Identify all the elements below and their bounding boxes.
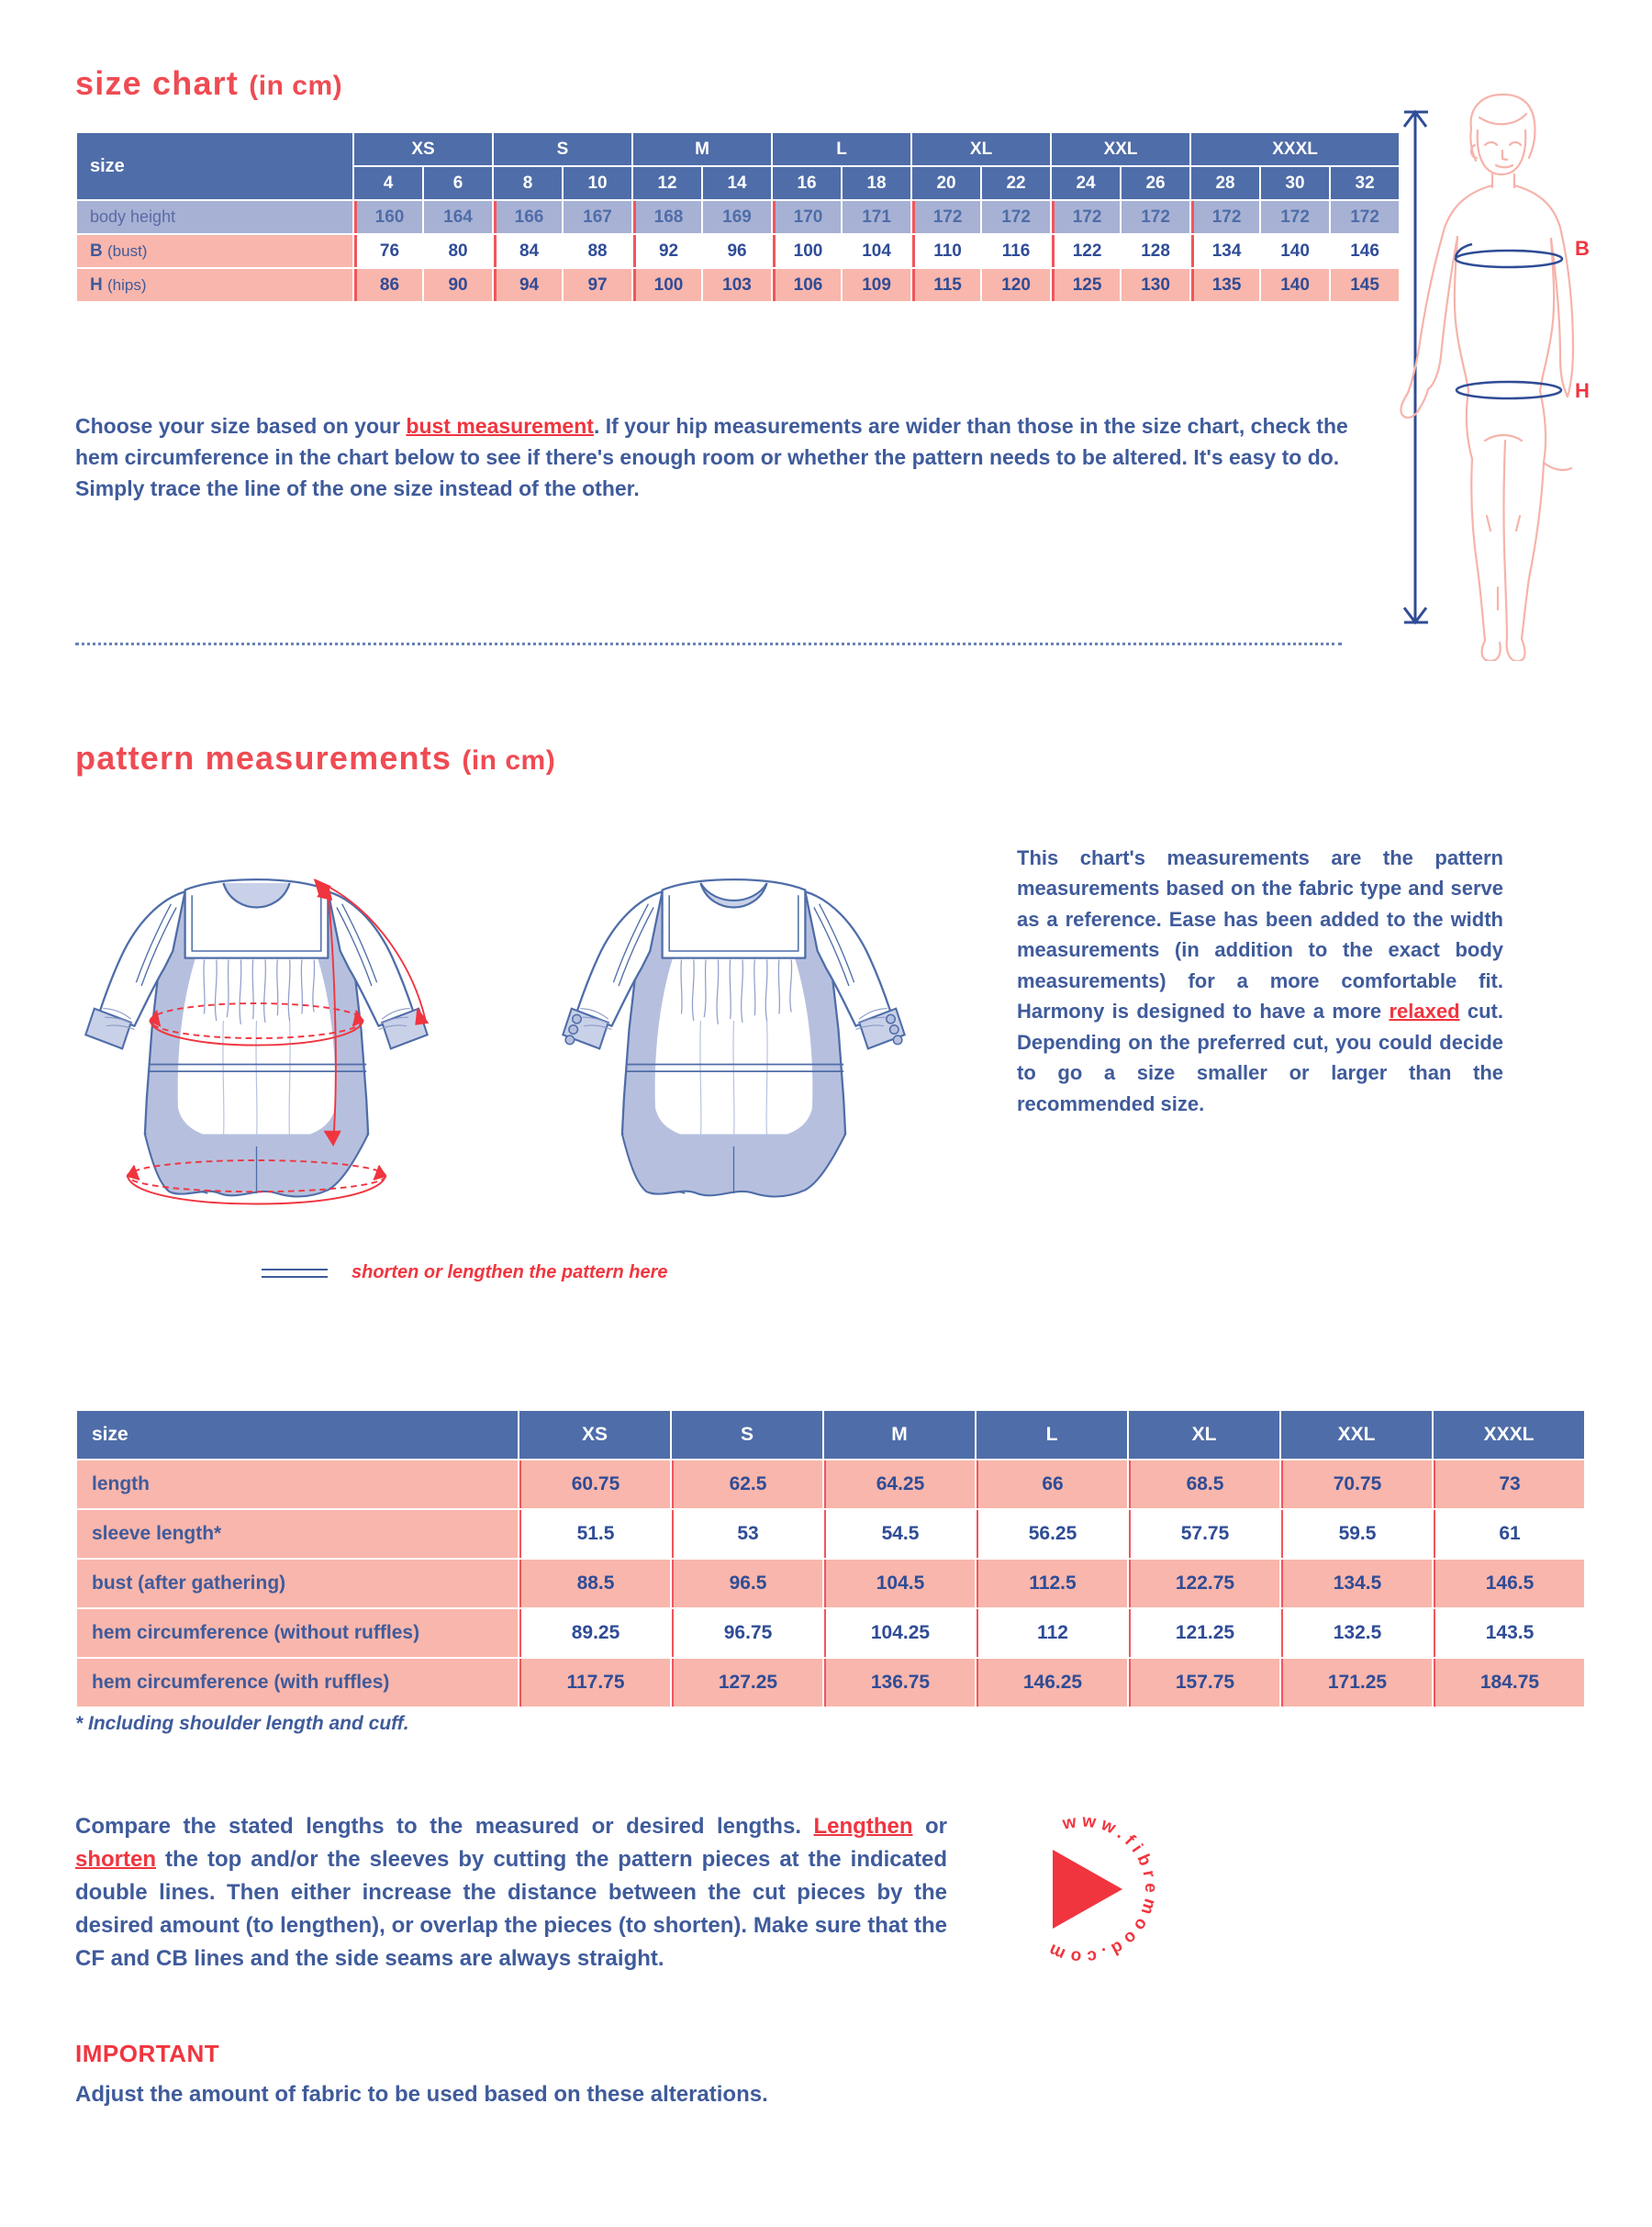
alteration-instructions bbox=[75, 1810, 947, 1975]
pm-cell: 56.25 bbox=[977, 1510, 1127, 1558]
numeric-size-10: 10 bbox=[564, 167, 631, 199]
cell: 134 bbox=[1191, 235, 1259, 267]
alteration-text-1: Compare the stated lengths to the measured or desired lengths. bbox=[75, 1814, 814, 1839]
size-group-s: S bbox=[494, 133, 631, 165]
alteration-text-2: the top and/or the sleeves by cutting the pattern pieces at the indicated double lines. Then either increase the distance between the cut pieces by the desired amount (to lengthen), or overlap the pieces (to shorten). Make sure that the CF and CB lines and the side seams are always straight. bbox=[75, 1847, 947, 1971]
pm-cell: 112 bbox=[977, 1609, 1127, 1657]
pm-row-label: hem circumference (without ruffles) bbox=[77, 1609, 518, 1657]
intro-text-2: cut. Depending on the preferred cut, you could decide to go a size smaller or larger than the recommended size. bbox=[1017, 1000, 1503, 1115]
fibremood-logo-svg bbox=[996, 1802, 1170, 1976]
hips-measure-ellipse bbox=[1457, 382, 1561, 398]
pm-column-m: M bbox=[824, 1411, 975, 1459]
pm-cell: 104.25 bbox=[824, 1609, 975, 1657]
pm-header-row bbox=[77, 1411, 1584, 1459]
note-text-2: . If your hip measurements are wider than those in the size chart, check the hem circumference in the chart below to see if there's enough room or whether the pattern needs to be altered. It's easy to do. Simply trace the line of the one size instead of the other. bbox=[75, 414, 1348, 500]
numeric-size-24: 24 bbox=[1052, 167, 1120, 199]
pm-cell: 157.75 bbox=[1129, 1659, 1279, 1707]
play-triangle-icon bbox=[1053, 1850, 1122, 1929]
shorten-lengthen-legend bbox=[262, 1262, 667, 1283]
cell: 164 bbox=[424, 201, 492, 233]
garment-technical-drawing-svg bbox=[64, 826, 1000, 1212]
pm-cell: 66 bbox=[977, 1460, 1127, 1508]
cell: 110 bbox=[912, 235, 980, 267]
cell: 100 bbox=[633, 269, 701, 301]
cell: 140 bbox=[1261, 269, 1329, 301]
logo-url-text: www.fibremood.com bbox=[1042, 1811, 1161, 1967]
pm-cell: 88.5 bbox=[519, 1560, 670, 1607]
pm-cell: 136.75 bbox=[824, 1659, 975, 1707]
numeric-size-30: 30 bbox=[1261, 167, 1329, 199]
pm-column-xxxl: XXXL bbox=[1434, 1411, 1584, 1459]
body-figure-svg bbox=[1377, 73, 1652, 661]
cell: 116 bbox=[982, 235, 1050, 267]
cell: 160 bbox=[354, 201, 422, 233]
cell: 130 bbox=[1122, 269, 1189, 301]
pm-column-s: S bbox=[672, 1411, 822, 1459]
cell: 135 bbox=[1191, 269, 1259, 301]
fibremood-logo[interactable] bbox=[996, 1802, 1170, 1976]
pm-cell: 62.5 bbox=[672, 1460, 822, 1508]
cell: 146 bbox=[1331, 235, 1399, 267]
pm-cell: 122.75 bbox=[1129, 1560, 1279, 1607]
cell: 172 bbox=[1191, 201, 1259, 233]
cell: 166 bbox=[494, 201, 562, 233]
important-heading: IMPORTANT bbox=[75, 2040, 220, 2067]
cell: 120 bbox=[982, 269, 1050, 301]
cell: 76 bbox=[354, 235, 422, 267]
cell: 94 bbox=[494, 269, 562, 301]
size-chart-row bbox=[77, 235, 1399, 267]
numeric-size-28: 28 bbox=[1191, 167, 1259, 199]
bust-label: B bbox=[1575, 237, 1590, 260]
cell: 168 bbox=[633, 201, 701, 233]
bust-measure-ellipse bbox=[1456, 244, 1562, 267]
cell: 90 bbox=[424, 269, 492, 301]
pm-row bbox=[77, 1460, 1584, 1508]
pm-cell: 143.5 bbox=[1434, 1609, 1584, 1657]
pm-cell: 184.75 bbox=[1434, 1659, 1584, 1707]
pm-cell: 64.25 bbox=[824, 1460, 975, 1508]
pm-row bbox=[77, 1609, 1584, 1657]
row-label-h: H (hips) bbox=[77, 269, 352, 301]
numeric-size-26: 26 bbox=[1122, 167, 1189, 199]
pm-cell: 146.25 bbox=[977, 1659, 1127, 1707]
numeric-size-14: 14 bbox=[703, 167, 771, 199]
section-divider bbox=[75, 643, 1342, 645]
cell: 115 bbox=[912, 269, 980, 301]
pm-cell: 70.75 bbox=[1281, 1460, 1432, 1508]
cell: 172 bbox=[1331, 201, 1399, 233]
technical-drawings bbox=[64, 826, 1000, 1212]
cell: 106 bbox=[773, 269, 841, 301]
cell: 172 bbox=[1261, 201, 1329, 233]
size-group-xs: XS bbox=[354, 133, 492, 165]
size-chart-corner-label: size bbox=[77, 133, 352, 199]
pm-cell: 54.5 bbox=[824, 1510, 975, 1558]
size-group-xxxl: XXXL bbox=[1191, 133, 1399, 165]
pm-row bbox=[77, 1659, 1584, 1707]
cell: 92 bbox=[633, 235, 701, 267]
pm-corner-label: size bbox=[77, 1411, 518, 1459]
pm-cell: 96.75 bbox=[672, 1609, 822, 1657]
cell: 104 bbox=[843, 235, 910, 267]
cell: 97 bbox=[564, 269, 631, 301]
intro-text-1: This chart's measurements are the pattern measurements based on the fabric type and serve as a reference. Ease has been added to the width measurements (in addition to the exact body measurements) for a more comfortable fit. Harmony is designed to have a more bbox=[1017, 846, 1503, 1024]
legend-label: shorten or lengthen the pattern here bbox=[352, 1262, 668, 1282]
bust-measurement-highlight: bust measurement bbox=[406, 414, 594, 438]
important-text: Adjust the amount of fabric to be used based on these alterations. bbox=[75, 2082, 768, 2107]
size-group-xxl: XXL bbox=[1052, 133, 1189, 165]
pm-cell: 89.25 bbox=[519, 1609, 670, 1657]
cell: 96 bbox=[703, 235, 771, 267]
cell: 125 bbox=[1052, 269, 1120, 301]
pm-cell: 61 bbox=[1434, 1510, 1584, 1558]
pattern-measurements-title bbox=[75, 739, 555, 778]
double-line-swatch-icon bbox=[262, 1269, 328, 1278]
size-chart-title-text: size chart bbox=[75, 64, 240, 102]
pm-cell: 51.5 bbox=[519, 1510, 670, 1558]
pm-column-xl: XL bbox=[1129, 1411, 1279, 1459]
cell: 122 bbox=[1052, 235, 1120, 267]
cell: 172 bbox=[982, 201, 1050, 233]
size-chart-unit: (in cm) bbox=[249, 71, 343, 101]
pm-row bbox=[77, 1560, 1584, 1607]
pm-row-label: length bbox=[77, 1460, 518, 1508]
numeric-size-20: 20 bbox=[912, 167, 980, 199]
numeric-size-32: 32 bbox=[1331, 167, 1399, 199]
pm-cell: 171.25 bbox=[1281, 1659, 1432, 1707]
cell: 145 bbox=[1331, 269, 1399, 301]
numeric-size-16: 16 bbox=[773, 167, 841, 199]
cell: 167 bbox=[564, 201, 631, 233]
alteration-mid: or bbox=[912, 1814, 948, 1839]
pm-column-l: L bbox=[977, 1411, 1127, 1459]
size-group-m: M bbox=[633, 133, 771, 165]
body-figure-illustration bbox=[1377, 73, 1652, 661]
numeric-size-18: 18 bbox=[843, 167, 910, 199]
garment-back-view bbox=[563, 879, 904, 1196]
numeric-size-22: 22 bbox=[982, 167, 1050, 199]
pm-row bbox=[77, 1510, 1584, 1558]
relaxed-highlight: relaxed bbox=[1389, 1000, 1460, 1024]
pattern-measurements-title-text: pattern measurements bbox=[75, 739, 452, 777]
cell: 109 bbox=[843, 269, 910, 301]
numeric-size-6: 6 bbox=[424, 167, 492, 199]
pm-row-label: hem circumference (with ruffles) bbox=[77, 1659, 518, 1707]
female-body-outline bbox=[1401, 95, 1573, 661]
cell: 171 bbox=[843, 201, 910, 233]
cell: 172 bbox=[1122, 201, 1189, 233]
pm-cell: 104.5 bbox=[824, 1560, 975, 1607]
pm-cell: 117.75 bbox=[519, 1659, 670, 1707]
pm-cell: 134.5 bbox=[1281, 1560, 1432, 1607]
size-chart-group-header-row bbox=[77, 133, 1399, 165]
pm-cell: 112.5 bbox=[977, 1560, 1127, 1607]
pm-cell: 121.25 bbox=[1129, 1609, 1279, 1657]
pm-cell: 132.5 bbox=[1281, 1609, 1432, 1657]
lengthen-highlight: Lengthen bbox=[813, 1814, 913, 1839]
cell: 172 bbox=[1052, 201, 1120, 233]
pm-cell: 59.5 bbox=[1281, 1510, 1432, 1558]
cell: 84 bbox=[494, 235, 562, 267]
pm-cell: 57.75 bbox=[1129, 1510, 1279, 1558]
cell: 172 bbox=[912, 201, 980, 233]
size-chart-note bbox=[75, 411, 1351, 504]
pm-cell: 68.5 bbox=[1129, 1460, 1279, 1508]
pm-cell: 73 bbox=[1434, 1460, 1584, 1508]
cell: 103 bbox=[703, 269, 771, 301]
note-text-1: Choose your size based on your bbox=[75, 414, 407, 438]
numeric-size-4: 4 bbox=[354, 167, 422, 199]
size-chart-row bbox=[77, 201, 1399, 233]
garment-front-view bbox=[85, 879, 427, 1203]
pattern-measurements-unit: (in cm) bbox=[462, 745, 556, 776]
cell: 128 bbox=[1122, 235, 1189, 267]
numeric-size-12: 12 bbox=[633, 167, 701, 199]
pm-cell: 146.5 bbox=[1434, 1560, 1584, 1607]
cell: 86 bbox=[354, 269, 422, 301]
pm-column-xs: XS bbox=[519, 1411, 670, 1459]
cell: 80 bbox=[424, 235, 492, 267]
row-label-body-height: body height bbox=[77, 201, 352, 233]
sleeve-length-footnote: * Including shoulder length and cuff. bbox=[75, 1713, 409, 1734]
pm-row-label: bust (after gathering) bbox=[77, 1560, 518, 1607]
shorten-highlight: shorten bbox=[75, 1847, 157, 1872]
pm-cell: 60.75 bbox=[519, 1460, 670, 1508]
cell: 170 bbox=[773, 201, 841, 233]
size-group-l: L bbox=[773, 133, 910, 165]
cell: 169 bbox=[703, 201, 771, 233]
row-label-b: B (bust) bbox=[77, 235, 352, 267]
cell: 88 bbox=[564, 235, 631, 267]
size-chart-row bbox=[77, 269, 1399, 301]
cell: 100 bbox=[773, 235, 841, 267]
hips-label: H bbox=[1575, 379, 1590, 402]
pm-cell: 96.5 bbox=[672, 1560, 822, 1607]
size-chart-table bbox=[75, 131, 1401, 303]
numeric-size-8: 8 bbox=[494, 167, 562, 199]
size-chart-title bbox=[75, 64, 342, 103]
pm-cell: 53 bbox=[672, 1510, 822, 1558]
pm-cell: 127.25 bbox=[672, 1659, 822, 1707]
pm-column-xxl: XXL bbox=[1281, 1411, 1432, 1459]
cell: 140 bbox=[1261, 235, 1329, 267]
size-group-xl: XL bbox=[912, 133, 1050, 165]
pattern-measurements-intro bbox=[1017, 843, 1503, 1119]
pattern-measurements-table bbox=[75, 1409, 1586, 1708]
pm-row-label: sleeve length* bbox=[77, 1510, 518, 1558]
